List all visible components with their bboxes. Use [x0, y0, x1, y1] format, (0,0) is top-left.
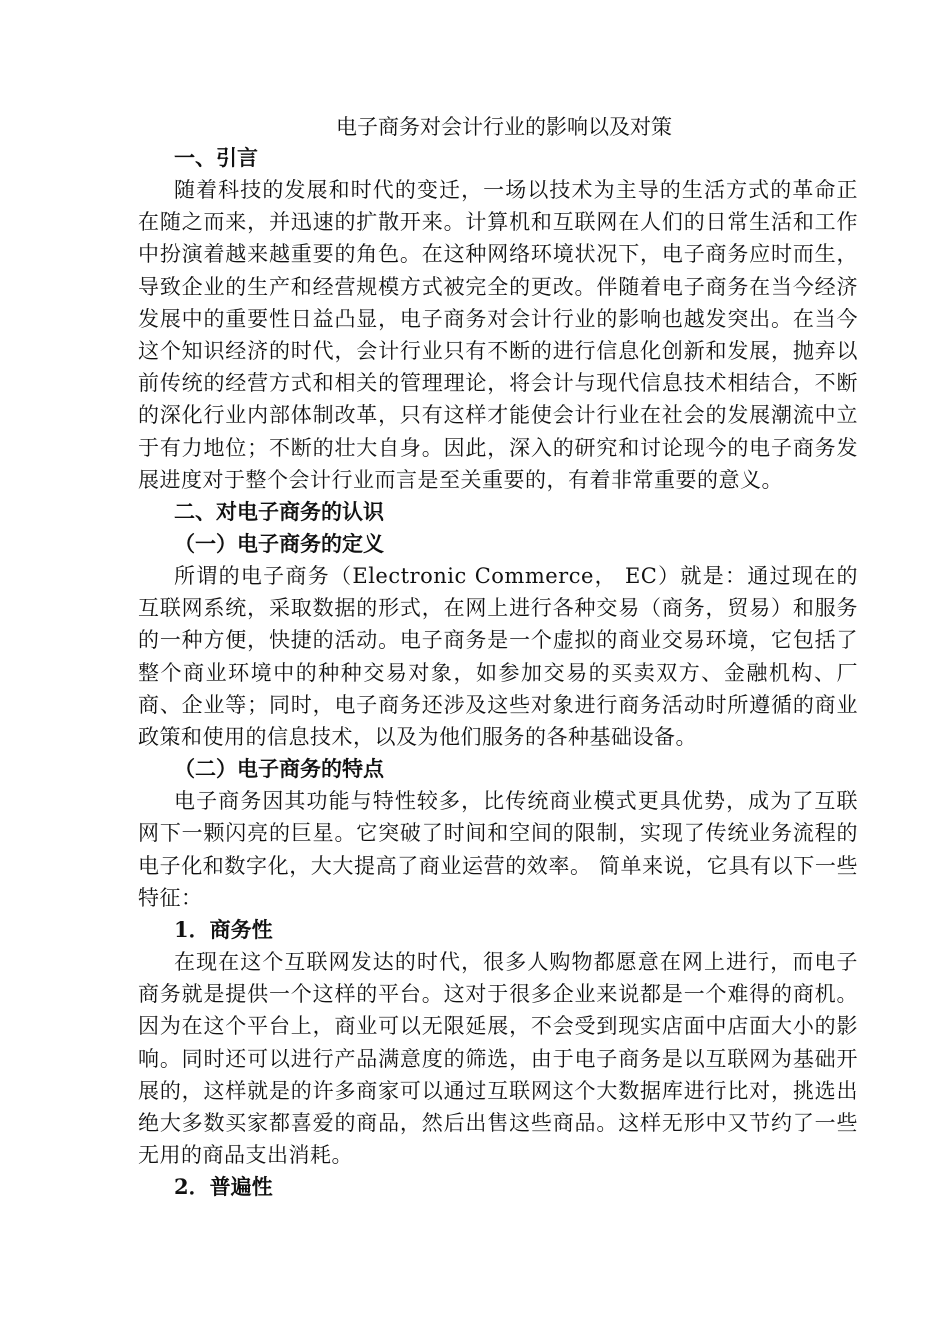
section-heading-ecommerce-understanding: 二、对电子商务的认识	[174, 499, 384, 525]
paragraph-features: 电子商务因其功能与特性较多，比传统商业模式更具优势，成为了互联网下一颗闪亮的巨星。它突破了时间和空间的限制，实现了传统业务流程的电子化和数字化，大大提高了商业运营的效率。 简单来说，它具有以下一些特征：	[138, 789, 858, 910]
paragraph-introduction: 随着科技的发展和时代的变迁，一场以技术为主导的生活方式的革命正在随之而来，并迅速的扩散开来。计算机和互联网在人们的日常生活和工作中扮演着越来越重要的角色。在这种网络环境状况下，电子商务应时而生，导致企业的生产和经营规模方式被完全的更改。伴随着电子商务在当今经济发展中的重要性日益凸显，电子商务对会计行业的影响也越发突出。在当今这个知识经济的时代，会计行业只有不断的进行信息化创新和发展，抛弃以前传统的经营方式和相关的管理理论，将会计与现代信息技术相结合，不断的深化行业内部体制改革，只有这样才能使会计行业在社会的发展潮流中立于有力地位；不断的壮大自身。因此，深入的研究和讨论现今的电子商务发展进度对于整个会计行业而言是至关重要的，有着非常重要的意义。	[138, 178, 858, 492]
section-heading-introduction: 一、引言	[174, 145, 258, 170]
document-title: 电子商务对会计行业的影响以及对策	[336, 115, 672, 139]
item-heading-universality: 2．普遍性	[174, 1174, 273, 1200]
item-heading-commerciality: 1．商务性	[174, 917, 273, 943]
paragraph-commerciality: 在现在这个互联网发达的时代，很多人购物都愿意在网上进行，而电子商务就是提供一个这样的平台。这对于很多企业来说都是一个难得的商机。因为在这个平台上，商业可以无限延展，不会受到现实店面中店面大小的影响。同时还可以进行产品满意度的筛选，由于电子商务是以互联网为基础开展的，这样就是的许多商家可以通过互联网这个大数据库进行比对，挑选出绝大多数买家都喜爱的商品，然后出售这些商品。这样无形中又节约了一些无用的商品支出消耗。	[138, 950, 858, 1168]
subsection-heading-definition: （一）电子商务的定义	[174, 531, 384, 557]
document-page	[138, 112, 858, 1203]
paragraph-definition: 所谓的电子商务（Electronic Commerce， EC）就是：通过现在的互联网系统，采取数据的形式，在网上进行各种交易（商务，贸易）和服务的一种方便，快捷的活动。电子商务是一个虚拟的商业交易环境，它包括了整个商业环境中的种种交易对象，如参加交易的买卖双方、金融机构、厂商、企业等；同时，电子商务还涉及这些对象进行商务活动时所遵循的商业政策和使用的信息技术，以及为他们服务的各种基础设备。	[138, 564, 858, 750]
subsection-heading-features: （二）电子商务的特点	[174, 756, 384, 782]
